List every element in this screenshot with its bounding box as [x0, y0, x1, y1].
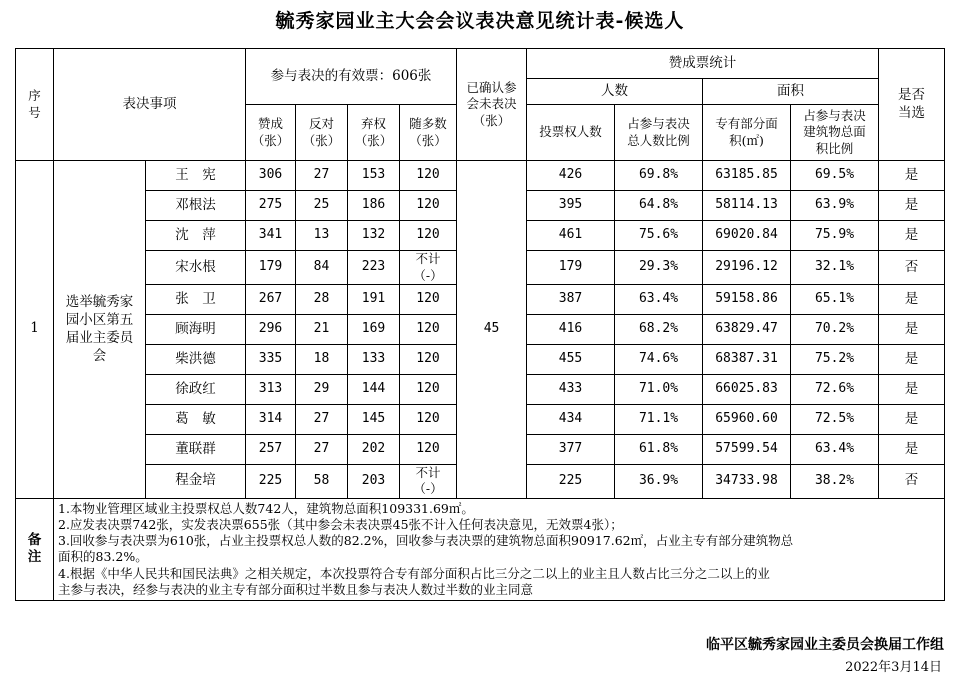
agree-count: 296 [246, 315, 296, 345]
voters-count: 461 [527, 221, 615, 251]
follow-majority-count: 120 [400, 285, 457, 315]
exclusive-area: 66025.83 [703, 375, 791, 405]
oppose-count: 18 [296, 345, 348, 375]
exclusive-area: 63185.85 [703, 161, 791, 191]
oppose-count: 21 [296, 315, 348, 345]
area-ratio: 70.2% [791, 315, 879, 345]
elected-status: 否 [879, 465, 945, 499]
agree-count: 257 [246, 435, 296, 465]
footer-date: 2022年3月14日 [845, 660, 942, 675]
vote-table [15, 48, 945, 601]
area-ratio: 63.9% [791, 191, 879, 221]
follow-majority-count: 120 [400, 345, 457, 375]
oppose-count: 58 [296, 465, 348, 499]
voters-count: 434 [527, 405, 615, 435]
elected-status: 是 [879, 375, 945, 405]
voters-count: 395 [527, 191, 615, 221]
candidate-name: 邓根法 [146, 191, 246, 221]
voters-count: 416 [527, 315, 615, 345]
note-line: 4.根据《中华人民共和国民法典》之相关规定，本次投票符合专有部分面积占比三分之二以上的业主且人数占比三分之二以上的业 [58, 565, 770, 581]
oppose-count: 27 [296, 161, 348, 191]
candidate-name: 顾海明 [146, 315, 246, 345]
voters-count: 387 [527, 285, 615, 315]
elected-status: 是 [879, 191, 945, 221]
follow-majority-count: 120 [400, 191, 457, 221]
header-people-ratio: 占参与表决 总人数比例 [615, 105, 703, 161]
exclusive-area: 29196.12 [703, 251, 791, 285]
oppose-count: 13 [296, 221, 348, 251]
unconfirmed-count: 45 [457, 161, 527, 499]
elected-status: 否 [879, 251, 945, 285]
candidate-name: 张 卫 [146, 285, 246, 315]
header-follow-majority: 随多数 （张） [400, 105, 457, 161]
follow-majority-count: 不计 （-） [400, 251, 457, 285]
abstain-count: 144 [348, 375, 400, 405]
header-elected: 是否 当选 [879, 49, 945, 161]
header-agree: 赞成 （张） [246, 105, 296, 161]
voters-count: 433 [527, 375, 615, 405]
seq-number: 1 [16, 161, 54, 499]
note-line: 3.回收参与表决票为610张，占业主投票权总人数的82.2%，回收参与表决票的建筑物总面积90917.62㎡，占业主专有部分建筑物总 [58, 533, 794, 548]
elected-status: 是 [879, 161, 945, 191]
people-ratio: 71.0% [615, 375, 703, 405]
header-unconfirmed: 已确认参 会未表决 （张） [457, 49, 527, 161]
header-voters: 投票权人数 [527, 105, 615, 161]
area-ratio: 72.6% [791, 375, 879, 405]
abstain-count: 191 [348, 285, 400, 315]
elected-status: 是 [879, 315, 945, 345]
agree-count: 335 [246, 345, 296, 375]
voters-count: 455 [527, 345, 615, 375]
agree-count: 267 [246, 285, 296, 315]
elected-status: 是 [879, 221, 945, 251]
area-ratio: 32.1% [791, 251, 879, 285]
candidate-name: 柴洪德 [146, 345, 246, 375]
exclusive-area: 63829.47 [703, 315, 791, 345]
notes [54, 498, 945, 601]
people-ratio: 69.8% [615, 161, 703, 191]
follow-majority-count: 120 [400, 435, 457, 465]
footer-org: 临平区毓秀家园业主委员会换届工作组 [706, 637, 944, 653]
area-ratio: 38.2% [791, 465, 879, 499]
area-ratio: 75.2% [791, 345, 879, 375]
header-abstain: 弃权 （张） [348, 105, 400, 161]
header-area: 面积 [703, 79, 879, 105]
exclusive-area: 57599.54 [703, 435, 791, 465]
header-people: 人数 [527, 79, 703, 105]
header-item: 表决事项 [54, 49, 246, 161]
elected-status: 是 [879, 285, 945, 315]
abstain-count: 186 [348, 191, 400, 221]
abstain-count: 202 [348, 435, 400, 465]
agree-count: 275 [246, 191, 296, 221]
agree-count: 179 [246, 251, 296, 285]
table-row [16, 161, 945, 191]
elected-status: 是 [879, 405, 945, 435]
people-ratio: 74.6% [615, 345, 703, 375]
note-line: 1.本物业管理区域业主投票权总人数742人，建筑物总面积109331.69㎡。 [58, 500, 474, 516]
agree-count: 314 [246, 405, 296, 435]
oppose-count: 84 [296, 251, 348, 285]
people-ratio: 29.3% [615, 251, 703, 285]
follow-majority-count: 120 [400, 405, 457, 435]
candidate-name: 沈 萍 [146, 221, 246, 251]
area-ratio: 63.4% [791, 435, 879, 465]
elected-status: 是 [879, 345, 945, 375]
oppose-count: 27 [296, 405, 348, 435]
area-ratio: 65.1% [791, 285, 879, 315]
abstain-count: 169 [348, 315, 400, 345]
abstain-count: 145 [348, 405, 400, 435]
exclusive-area: 34733.98 [703, 465, 791, 499]
area-ratio: 69.5% [791, 161, 879, 191]
exclusive-area: 69020.84 [703, 221, 791, 251]
agree-count: 313 [246, 375, 296, 405]
notes-row [16, 498, 945, 601]
abstain-count: 223 [348, 251, 400, 285]
header-area-ratio: 占参与表决 建筑物总面 积比例 [791, 105, 879, 161]
area-ratio: 72.5% [791, 405, 879, 435]
candidate-name: 董联群 [146, 435, 246, 465]
people-ratio: 36.9% [615, 465, 703, 499]
voters-count: 179 [527, 251, 615, 285]
abstain-count: 133 [348, 345, 400, 375]
candidate-name: 葛 敏 [146, 405, 246, 435]
exclusive-area: 65960.60 [703, 405, 791, 435]
abstain-count: 203 [348, 465, 400, 499]
abstain-count: 153 [348, 161, 400, 191]
voters-count: 377 [527, 435, 615, 465]
candidate-name: 程金培 [146, 465, 246, 499]
follow-majority-count: 120 [400, 375, 457, 405]
candidate-name: 宋水根 [146, 251, 246, 285]
abstain-count: 132 [348, 221, 400, 251]
header-agree-stats: 赞成票统计 [527, 49, 879, 79]
header-oppose: 反对 （张） [296, 105, 348, 161]
oppose-count: 25 [296, 191, 348, 221]
agree-count: 225 [246, 465, 296, 499]
people-ratio: 64.8% [615, 191, 703, 221]
agree-count: 306 [246, 161, 296, 191]
candidate-name: 徐政红 [146, 375, 246, 405]
header-seq: 序 号 [16, 49, 54, 161]
area-ratio: 75.9% [791, 221, 879, 251]
oppose-count: 27 [296, 435, 348, 465]
note-line: 面积的83.2%。 [58, 549, 148, 565]
header-effective-votes: 参与表决的有效票：606张 [246, 49, 457, 105]
voters-count: 225 [527, 465, 615, 499]
people-ratio: 61.8% [615, 435, 703, 465]
vote-item: 选举毓秀家 园小区第五 届业主委员 会 [54, 161, 146, 499]
people-ratio: 71.1% [615, 405, 703, 435]
agree-count: 341 [246, 221, 296, 251]
note-line: 2.应发表决票742张，实发表决票655张（其中参会未表决票45张不计入任何表决意见，无效票4张）； [58, 516, 623, 532]
follow-majority-count: 120 [400, 315, 457, 345]
oppose-count: 29 [296, 375, 348, 405]
voters-count: 426 [527, 161, 615, 191]
follow-majority-count: 120 [400, 221, 457, 251]
notes-label: 备 注 [16, 498, 54, 601]
people-ratio: 63.4% [615, 285, 703, 315]
oppose-count: 28 [296, 285, 348, 315]
candidate-name: 王 宪 [146, 161, 246, 191]
follow-majority-count: 120 [400, 161, 457, 191]
header-exclusive-area: 专有部分面 积(㎡) [703, 105, 791, 161]
follow-majority-count: 不计 （-） [400, 465, 457, 499]
exclusive-area: 58114.13 [703, 191, 791, 221]
exclusive-area: 59158.86 [703, 285, 791, 315]
note-line: 主参与表决，经参与表决的业主专有部分面积过半数且参与表决人数过半数的业主同意 [58, 581, 534, 597]
people-ratio: 75.6% [615, 221, 703, 251]
exclusive-area: 68387.31 [703, 345, 791, 375]
people-ratio: 68.2% [615, 315, 703, 345]
elected-status: 是 [879, 435, 945, 465]
page-title: 毓秀家园业主大会会议表决意见统计表-候选人 [275, 10, 685, 32]
